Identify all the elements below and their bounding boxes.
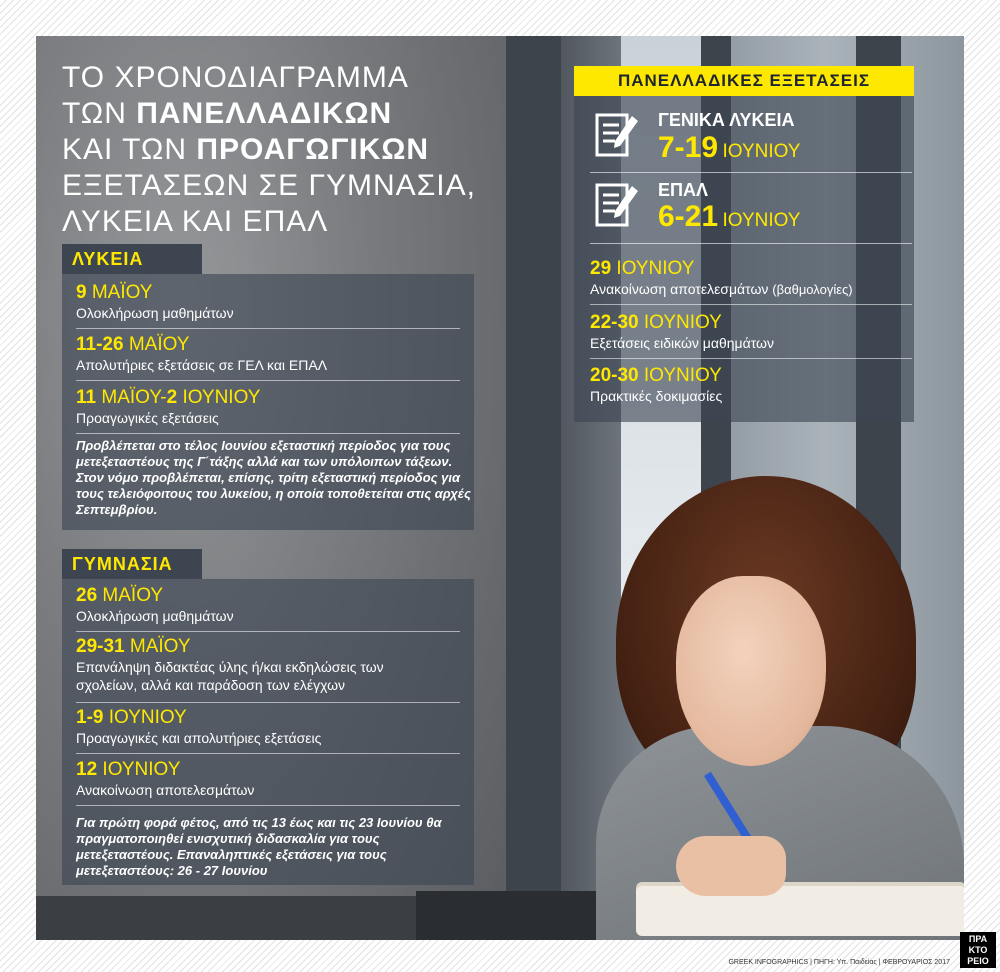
gymnasia-item bbox=[76, 759, 460, 806]
panelladikes-header: ΠΑΝΕΛΛΑΔΙΚΕΣ ΕΞΕΤΑΣΕΙΣ bbox=[574, 66, 914, 96]
date-month: ΙΟΥΝΙΟΥ bbox=[108, 707, 187, 728]
gymnasia-item bbox=[76, 707, 460, 754]
student-face bbox=[676, 576, 826, 766]
exam-date-number: 7-19 bbox=[658, 131, 719, 164]
date-month: ΜΑΪΟΥ bbox=[91, 282, 153, 303]
lykeia-item bbox=[76, 387, 460, 434]
date-month-end: ΙΟΥΝΙΟΥ bbox=[182, 387, 261, 408]
date-month: ΜΑΪΟΥ bbox=[128, 334, 190, 355]
exam-name-genika-lykeia: ΓΕΝΙΚΑ ΛΥΚΕΙΑ bbox=[658, 110, 795, 130]
panelladikes-item bbox=[590, 312, 912, 359]
source-credits: GREEK INFOGRAPHICS | ΠΗΓΗ: Υπ. Παιδείας | ΦΕΒΡΟΥΑΡΙΟΣ 2017 bbox=[728, 959, 950, 966]
item-description: Ανακοίνωση αποτελεσμάτων bbox=[590, 281, 769, 297]
infographic-title bbox=[62, 60, 476, 240]
title-line-1: ΤΟ ΧΡΟΝΟΔΙΑΓΡΑΜΜΑ bbox=[62, 61, 409, 94]
divider bbox=[590, 243, 912, 244]
section-label-gymnasia: ΓΥΜΝΑΣΙΑ bbox=[62, 549, 202, 579]
date-month: ΜΑΪΟΥ bbox=[102, 585, 164, 606]
date-number: 1-9 bbox=[76, 707, 104, 728]
item-description: Απολυτήριες εξετάσεις σε ΓΕΛ και ΕΠΑΛ bbox=[76, 357, 328, 373]
gymnasia-note: Για πρώτη φορά φέτος, από τις 13 έως και τις 23 Ιουνίου θα πραγματοποιηθεί ενισχυτική διδασκαλία για τους μετεξεταστέους. Επαναληπτικές εξετάσεις για τους μετεξεταστέους: 26 - 27 Ιουνίου bbox=[76, 815, 442, 878]
date-number: 29 bbox=[590, 258, 612, 279]
lykeia-note: Προβλέπεται στο τέλος Ιουνίου εξεταστική περίοδος για τους μετεξεταστέους της Γ΄τάξης αλλά και των υπόλοιπων τάξεων. Στον νόμο προβλέπεται, επίσης, τρίτη εξεταστική περίοδος για τους τελειόφοιτους του λυκείου, η οποία τοποθετείται στις αρχές Σεπτεμβρίου. bbox=[76, 438, 471, 517]
item-description: Προαγωγικές εξετάσεις bbox=[76, 410, 219, 426]
date-number-end: 2 bbox=[166, 387, 178, 408]
exam-paper-icon bbox=[594, 182, 640, 228]
date-number: 11 bbox=[76, 387, 97, 408]
item-description: Προαγωγικές και απολυτήριες εξετάσεις bbox=[76, 730, 322, 746]
section-label-lykeia: ΛΥΚΕΙΑ bbox=[62, 244, 202, 274]
gymnasia-panel bbox=[62, 579, 474, 885]
date-number: 22-30 bbox=[590, 312, 639, 333]
date-month: ΙΟΥΝΙΟΥ bbox=[643, 365, 722, 386]
title-line-3-bold: ΠΡΟΑΓΩΓΙΚΩΝ bbox=[196, 133, 430, 166]
lykeia-item bbox=[76, 282, 460, 329]
exam-name-epal: ΕΠΑΛ bbox=[658, 180, 709, 200]
title-line-2-bold: ΠΑΝΕΛΛΑΔΙΚΩΝ bbox=[136, 97, 393, 130]
panelladikes-item bbox=[590, 365, 912, 411]
item-description: Ολοκλήρωση μαθημάτων bbox=[76, 608, 234, 624]
student-hand bbox=[676, 836, 786, 896]
exam-date-genika-lykeia bbox=[658, 131, 800, 165]
date-month: ΙΟΥΝΙΟΥ bbox=[643, 312, 722, 333]
date-number: 11-26 bbox=[76, 334, 124, 355]
date-month: ΙΟΥΝΙΟΥ bbox=[616, 258, 695, 279]
exam-date-month: ΙΟΥΝΙΟΥ bbox=[722, 210, 801, 231]
pillar bbox=[506, 36, 561, 940]
title-line-5: ΛΥΚΕΙΑ ΚΑΙ ΕΠΑΛ bbox=[62, 205, 329, 238]
title-line-2-prefix: ΤΩΝ bbox=[62, 97, 137, 130]
date-number: 20-30 bbox=[590, 365, 639, 386]
date-number: 26 bbox=[76, 585, 98, 606]
logo-line-3: ΡΕΙΟ bbox=[967, 956, 989, 966]
date-month: ΜΑΪΟΥ bbox=[129, 636, 191, 657]
logo-line-2: ΚΤΟ bbox=[968, 945, 988, 955]
open-book bbox=[636, 886, 964, 936]
date-number: 29-31 bbox=[76, 636, 125, 657]
divider bbox=[590, 172, 912, 173]
exam-date-number: 6-21 bbox=[658, 200, 719, 233]
title-line-4: ΕΞΕΤΑΣΕΩΝ ΣΕ ΓΥΜΝΑΣΙΑ, bbox=[62, 169, 476, 202]
exam-date-month: ΙΟΥΝΙΟΥ bbox=[722, 141, 801, 162]
lykeia-item bbox=[76, 334, 460, 381]
gymnasia-item bbox=[76, 636, 460, 703]
item-description: Πρακτικές δοκιμασίες bbox=[590, 388, 723, 404]
date-number: 12 bbox=[76, 759, 98, 780]
publisher-logo bbox=[960, 932, 996, 968]
item-description-extra: (βαθμολογίες) bbox=[772, 282, 853, 297]
exam-paper-icon bbox=[594, 112, 640, 158]
item-description: Ανακοίνωση αποτελεσμάτων bbox=[76, 782, 255, 798]
date-month: ΜΑΪΟΥ- bbox=[101, 387, 167, 408]
item-description: Επανάληψη διδακτέας ύλης ή/και εκδηλώσεις των σχολείων, αλλά και παράδοση των ελέγχων bbox=[76, 659, 384, 693]
item-description: Εξετάσεις ειδικών μαθημάτων bbox=[590, 335, 774, 351]
lykeia-panel bbox=[62, 274, 474, 530]
gymnasia-item bbox=[76, 585, 460, 632]
title-line-3-prefix: ΚΑΙ ΤΩΝ bbox=[62, 133, 197, 166]
logo-line-1: ΠΡΑ bbox=[968, 934, 988, 944]
date-month: ΙΟΥΝΙΟΥ bbox=[102, 759, 181, 780]
exam-date-epal bbox=[658, 200, 800, 234]
panelladikes-item bbox=[590, 258, 912, 305]
item-description: Ολοκλήρωση μαθημάτων bbox=[76, 305, 234, 321]
date-number: 9 bbox=[76, 282, 87, 303]
